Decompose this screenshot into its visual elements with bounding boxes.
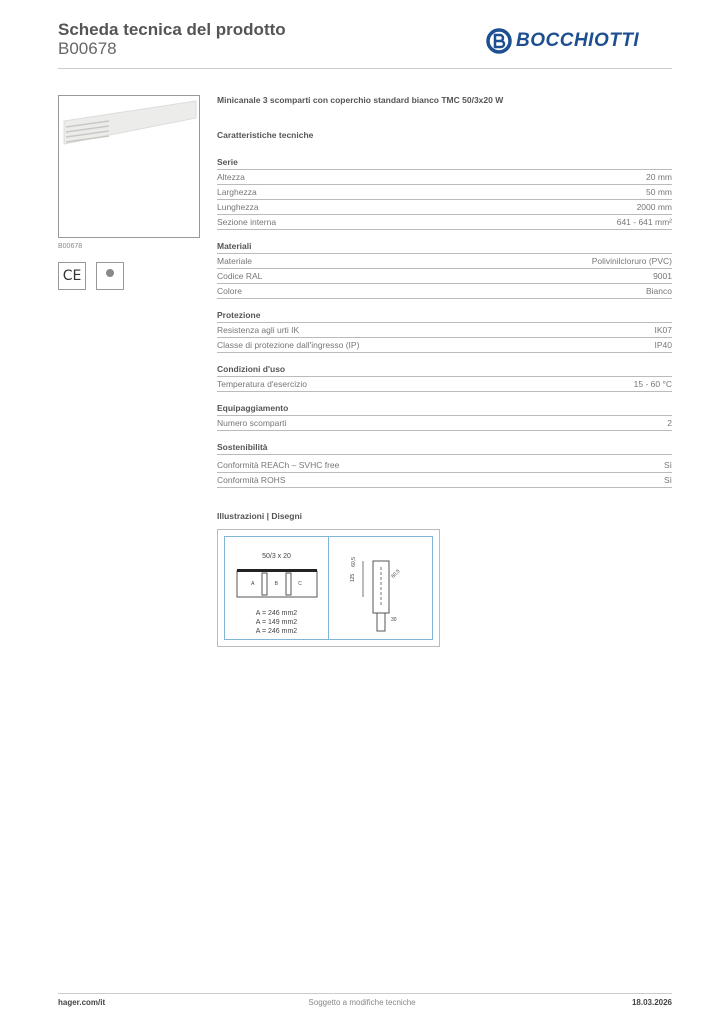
spec-section	[217, 401, 672, 431]
spec-label: Sezione interna	[217, 217, 277, 227]
spec-value: IP40	[654, 340, 672, 350]
area-c: A = 246 mm2	[255, 628, 298, 635]
spec-value: Sì	[663, 475, 672, 485]
spec-value: 2000 mm	[636, 202, 672, 212]
spec-value: 50 mm	[646, 187, 672, 197]
header-divider	[58, 68, 672, 69]
spec-row	[217, 200, 672, 215]
section-heading: Materiali	[217, 239, 672, 254]
section-heading: Equipaggiamento	[217, 401, 672, 416]
spec-row	[217, 269, 672, 284]
spec-label: Temperatura d'esercizio	[217, 379, 307, 389]
product-image	[58, 95, 200, 238]
dim-height: 125	[350, 573, 357, 583]
drawing-section	[224, 536, 329, 640]
spec-value: 15 - 60 °C	[633, 379, 672, 389]
spec-value: Bianco	[646, 286, 672, 296]
dim-diagonal: 60,5	[390, 568, 402, 580]
page-title: Scheda tecnica del prodotto	[58, 20, 286, 39]
footer-date: 18.03.2026	[631, 998, 672, 1007]
spec-value: 641 - 641 mm²	[616, 217, 672, 227]
spec-value: 9001	[653, 271, 672, 281]
spec-row	[217, 473, 672, 488]
tech-heading: Caratteristiche tecniche	[217, 130, 314, 140]
section-heading: Serie	[217, 155, 672, 170]
spec-value: IK07	[654, 325, 672, 335]
drawings-box	[217, 529, 440, 647]
compartment-c: C	[298, 581, 302, 587]
spec-label: Conformità ROHS	[217, 475, 286, 485]
compartment-a: A	[251, 581, 255, 587]
spec-section	[217, 440, 672, 488]
product-title: Minicanale 3 scomparti con coperchio standard bianco TMC 50/3x20 W	[217, 95, 504, 105]
spec-label: Lunghezza	[217, 202, 259, 212]
spec-section	[217, 362, 672, 392]
spec-label: Resistenza agli urti IK	[217, 325, 300, 335]
spec-row	[217, 284, 672, 299]
spec-section	[217, 239, 672, 299]
spec-label: Codice RAL	[217, 271, 263, 281]
spec-section	[217, 155, 672, 230]
spec-value: Sì	[663, 460, 672, 470]
section-heading: Condizioni d'uso	[217, 362, 672, 377]
dim-width: 30	[391, 617, 397, 623]
main-content	[217, 95, 672, 647]
product-code: B00678	[58, 39, 117, 58]
spec-row	[217, 323, 672, 338]
image-caption: B00678	[58, 243, 83, 250]
ce-mark-icon: CE	[58, 262, 86, 290]
spec-value: 2	[667, 418, 672, 428]
spec-label: Materiale	[217, 256, 252, 266]
spec-label: Classe di protezione dall'ingresso (IP)	[217, 340, 360, 350]
spec-row	[217, 254, 672, 269]
footer-divider	[58, 993, 672, 994]
section-heading: Protezione	[217, 308, 672, 323]
area-a: A = 246 mm2	[255, 610, 298, 617]
footer-website[interactable]: hager.com/it	[58, 998, 106, 1007]
spec-label: Conformità REACh – SVHC free	[217, 460, 340, 470]
spec-label: Colore	[217, 286, 243, 296]
spec-label: Numero scomparti	[217, 418, 287, 428]
spec-value: Polivinilcloruro (PVC)	[591, 256, 672, 266]
spec-row	[217, 416, 672, 431]
brand-logo	[486, 28, 639, 54]
spec-label: Altezza	[217, 172, 245, 182]
certification-icon	[96, 262, 124, 290]
dim-spacing: 60,5	[350, 557, 357, 567]
bocchiotti-logo-icon	[486, 28, 512, 54]
brand-name: BOCCHIOTTI	[516, 30, 640, 51]
illustrations-title: Illustrazioni | Disegni	[217, 511, 303, 521]
spec-row	[217, 170, 672, 185]
spec-row	[217, 185, 672, 200]
compartment-b: B	[274, 581, 279, 587]
drawing-label: 50/3 x 20	[262, 553, 291, 560]
footer-note: Soggetto a modifiche tecniche	[308, 998, 416, 1007]
spec-row	[217, 377, 672, 392]
spec-value: 20 mm	[646, 172, 672, 182]
spec-section	[217, 308, 672, 353]
spec-row	[217, 338, 672, 353]
section-heading: Sostenibilità	[217, 440, 672, 455]
area-b: A = 149 mm2	[255, 619, 298, 626]
spec-label: Larghezza	[217, 187, 257, 197]
drawing-mounting	[329, 536, 433, 640]
spec-row	[217, 458, 672, 473]
spec-row	[217, 215, 672, 230]
